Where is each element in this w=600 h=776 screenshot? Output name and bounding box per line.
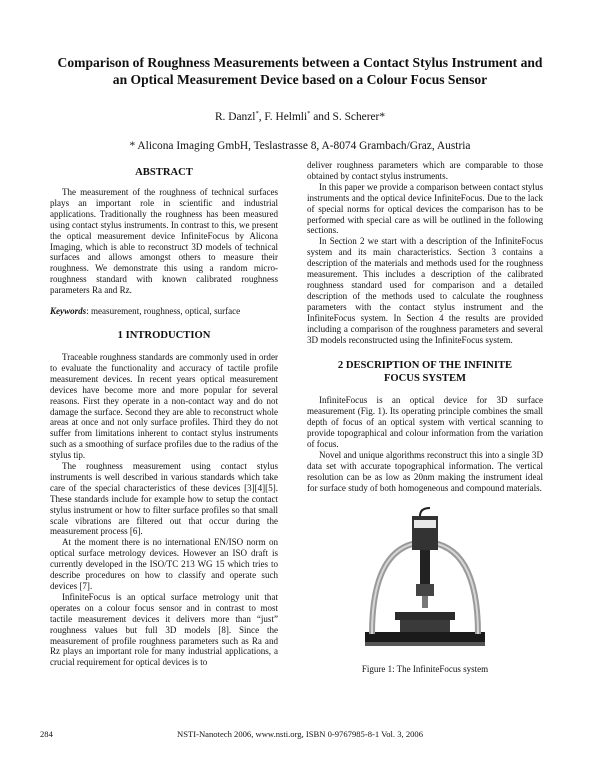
section-2-heading <box>307 359 543 385</box>
affiliation: * Alicona Imaging GmbH, Teslastrasse 8, A-8074 Grambach/Graz, Austria <box>129 140 471 152</box>
section-2-heading-line-1: 2 DESCRIPTION OF THE INFINITE <box>337 360 513 372</box>
figure-caption: Figure 1: The InfiniteFocus system <box>361 663 489 674</box>
paper-title <box>40 54 560 88</box>
author-2: , F. Helmli <box>258 110 308 123</box>
intro-paragraph-1: Traceable roughness standards are commonly used in order to evaluate the functionality and accuracy of tactile profile measurement devices. In recent years optical measurement devices have become more and more popular for several reasons. First they operate in a non-contact way and do not damage the surface. Second they are able to reconstruct whole areas at once and not only surface profiles. Third they do not suffer from limitations inherent to contact stylus instruments such as a smoothing of surface profiles due to the radius of the stylus tip. <box>50 351 278 461</box>
title-line-1: Comparison of Roughness Measurements between a Contact Stylus Instrument and <box>57 55 543 70</box>
keywords-text: : measurement, roughness, optical, surface <box>86 306 241 317</box>
abstract-text: The measurement of the roughness of technical surfaces plays an important role in scientific and industrial applications. Traditionally the roughness has been measured using contact stylus instruments. In contrast to this, we present the optical measurement device InfiniteFocus by Alicona Imaging, which is able to reconstruct 3D models of technical surfaces and allows amongst others to measure their roughness. We demonstrate this using a random micro-roughness standard with known calibrated roughness parameters Ra and Rz. <box>50 187 278 296</box>
keywords-label: Keywords <box>50 306 87 317</box>
section-2-paragraph-2: Novel and unique algorithms reconstruct this into a single 3D data set with accurate topographical information. The vertical resolution can be as low as 20nm making the instrument ideal for surface study of both homogeneous and compound materials. <box>307 449 543 493</box>
abstract-heading: ABSTRACT <box>135 167 193 178</box>
right-paragraph-1: deliver roughness parameters which are comparable to those obtained by contact stylus instruments. <box>307 160 543 181</box>
author-1: R. Danzl <box>214 110 256 123</box>
author-3: and S. Scherer* <box>310 110 386 123</box>
intro-paragraph-4: InfiniteFocus is an optical surface metrology unit that operates on a colour focus sensor and in contrast to most tactile measurement devices it delivers more than “just” roughness values but full 3D models [8]. Since the measurement of profile roughness parameters such as Ra and Rz plays an important role for many industrial applications, a crucial requirement for optical devices is to <box>50 591 278 668</box>
infinitefocus-device-image <box>350 504 500 654</box>
intro-paragraph-2: The roughness measurement using contact stylus instruments is well described in various standards which take care of the special characteristics of these devices [3][4][5]. These standards include for example how to setup the contact stylus instrument or how to filter surface profiles so that small scale vibrations are filtered out that occur during the measurement process [6]. <box>50 461 278 537</box>
author-1-mark: * <box>255 110 259 117</box>
section-2-heading-line-2: FOCUS SYSTEM <box>383 373 467 385</box>
intro-paragraph-3: At the moment there is no international EN/ISO norm on optical surface metrology devices. However an ISO draft is currently developed in the ISO/TC 213 WG 15 which tries to describe procedures on how to classify and operate such devices [7]. <box>50 537 278 591</box>
right-paragraph-2: In this paper we provide a comparison between contact stylus instruments and the optical device InfiniteFocus. Due to the lack of special norms for optical devices the comparison has to be performed with special care as will be outlined in the following sections. <box>307 181 543 236</box>
authors <box>40 110 560 123</box>
right-paragraph-3: In Section 2 we start with a description of the InfiniteFocus system and its main characteristics. Section 3 contains a description of the materials and methods used for the roughness measurement. This includes a description of the calibrated roughness standard used for comparison and a detailed description of the methods used to calculate the roughness parameters with the contact stylus instrument and the InfiniteFocus system. In Section 4 the results are provided including a comparison of the roughness parameters and several 3D models reconstructed using the InfiniteFocus system. <box>307 236 543 345</box>
section-2-paragraph-1: InfiniteFocus is an optical device for 3D surface measurement (Fig. 1). Its operating principle combines the small depth of focus of an optical system with vertical scanning to provide topographical and colour information from the variation of focus. <box>307 395 543 450</box>
right-column <box>307 160 543 674</box>
title-line-2: an Optical Measurement Device based on a Colour Focus Sensor <box>112 72 488 87</box>
keywords <box>50 306 278 317</box>
intro-heading: 1 INTRODUCTION <box>117 329 211 341</box>
left-column <box>50 160 278 668</box>
page-number: 284 <box>40 729 53 739</box>
conference-info: NSTI-Nanotech 2006, www.nsti.org, ISBN 0-9767985-8-1 Vol. 3, 2006 <box>176 729 424 739</box>
infinitefocus-figure <box>350 504 500 654</box>
author-2-mark: * <box>307 110 311 117</box>
